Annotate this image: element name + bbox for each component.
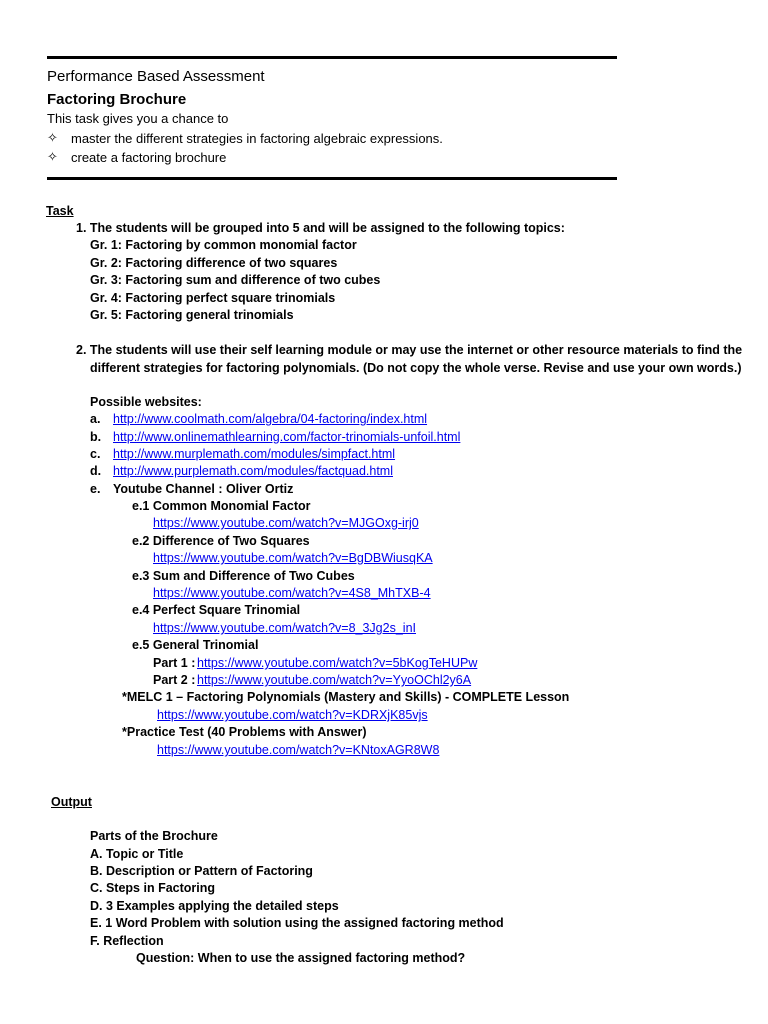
melc-link[interactable]: https://www.youtube.com/watch?v=KDRXjK85vjs — [157, 708, 428, 722]
task-item-1: 1. The students will be grouped into 5 and will be assigned to the following topics: — [76, 221, 565, 235]
melc-label: *MELC 1 – Factoring Polynomials (Mastery and Skills) - COMPLETE Lesson — [122, 690, 570, 704]
task-heading: Task — [46, 204, 74, 218]
website-link-c[interactable]: http://www.murplemath.com/modules/simpfact.html — [113, 447, 396, 461]
brochure-part: D. 3 Examples applying the detailed steps — [90, 899, 339, 913]
intro-bullet-2: create a factoring brochure — [71, 150, 227, 165]
brochure-part: E. 1 Word Problem with solution using the assigned factoring method — [90, 916, 504, 930]
brochure-part: F. Reflection — [90, 934, 164, 948]
brochure-part: C. Steps in Factoring — [90, 881, 216, 895]
websites-label: Possible websites: — [90, 395, 202, 409]
page-title: Performance Based Assessment — [47, 68, 265, 85]
brochure-part: B. Description or Pattern of Factoring — [90, 864, 313, 878]
group-item: Gr. 5: Factoring general trinomials — [90, 308, 294, 322]
video-title: e.1 Common Monomial Factor — [132, 499, 311, 513]
header-bottom-rule — [47, 177, 617, 180]
reflection-question: Question: When to use the assigned factoring method? — [136, 951, 466, 965]
output-heading: Output — [51, 795, 92, 809]
brochure-part: A. Topic or Title — [90, 847, 184, 861]
list-marker: d. — [90, 464, 102, 478]
video-title: e.4 Perfect Square Trinomial — [132, 603, 301, 617]
list-marker: b. — [90, 430, 102, 444]
website-link-b[interactable]: http://www.onlinemathlearning.com/factor-trinomials-unfoil.html — [113, 430, 461, 444]
video-link-part-2[interactable]: https://www.youtube.com/watch?v=YyoOChl2y6A — [197, 673, 472, 687]
video-link[interactable]: https://www.youtube.com/watch?v=BgDBWiusqKA — [153, 551, 433, 565]
page-subtitle: Factoring Brochure — [47, 91, 187, 108]
youtube-channel-label: Youtube Channel : Oliver Ortiz — [113, 482, 294, 496]
website-link-a[interactable]: http://www.coolmath.com/algebra/04-factoring/index.html — [113, 412, 428, 426]
group-item: Gr. 2: Factoring difference of two squares — [90, 256, 338, 270]
top-rule — [47, 56, 617, 59]
group-item: Gr. 1: Factoring by common monomial factor — [90, 238, 357, 252]
video-title: e.2 Difference of Two Squares — [132, 534, 310, 548]
diamond-bullet-icon: ✧ — [47, 130, 58, 145]
video-link[interactable]: https://www.youtube.com/watch?v=8_3Jg2s_inI — [153, 621, 416, 635]
diamond-bullet-icon: ✧ — [47, 149, 58, 164]
website-link-d[interactable]: http://www.purplemath.com/modules/factquad.html — [113, 464, 393, 478]
part-label: Part 2 : — [153, 673, 196, 687]
parts-label: Parts of the Brochure — [90, 829, 218, 843]
group-item: Gr. 3: Factoring sum and difference of two cubes — [90, 273, 381, 287]
video-link[interactable]: https://www.youtube.com/watch?v=MJGOxg-irj0 — [153, 516, 419, 530]
practice-test-label: *Practice Test (40 Problems with Answer) — [122, 725, 367, 739]
video-link-part-1[interactable]: https://www.youtube.com/watch?v=5bKogTeHUPw — [197, 656, 478, 670]
task-item-2-line-1: 2. The students will use their self learning module or may use the internet or other resource materials to find the — [76, 343, 743, 357]
list-marker: e. — [90, 482, 101, 496]
list-marker: c. — [90, 447, 101, 461]
part-label: Part 1 : — [153, 656, 196, 670]
list-marker: a. — [90, 412, 101, 426]
video-link[interactable]: https://www.youtube.com/watch?v=4S8_MhTXB-4 — [153, 586, 431, 600]
group-item: Gr. 4: Factoring perfect square trinomials — [90, 291, 336, 305]
task-item-2-line-2: different strategies for factoring polynomials. (Do not copy the whole verse. Revise and use your own words.) — [90, 361, 742, 375]
intro-bullet-1: master the different strategies in factoring algebraic expressions. — [71, 131, 443, 146]
video-title: e.5 General Trinomial — [132, 638, 259, 652]
intro-text: This task gives you a chance to — [47, 111, 229, 126]
practice-test-link[interactable]: https://www.youtube.com/watch?v=KNtoxAGR8W8 — [157, 743, 440, 757]
video-title: e.3 Sum and Difference of Two Cubes — [132, 569, 355, 583]
